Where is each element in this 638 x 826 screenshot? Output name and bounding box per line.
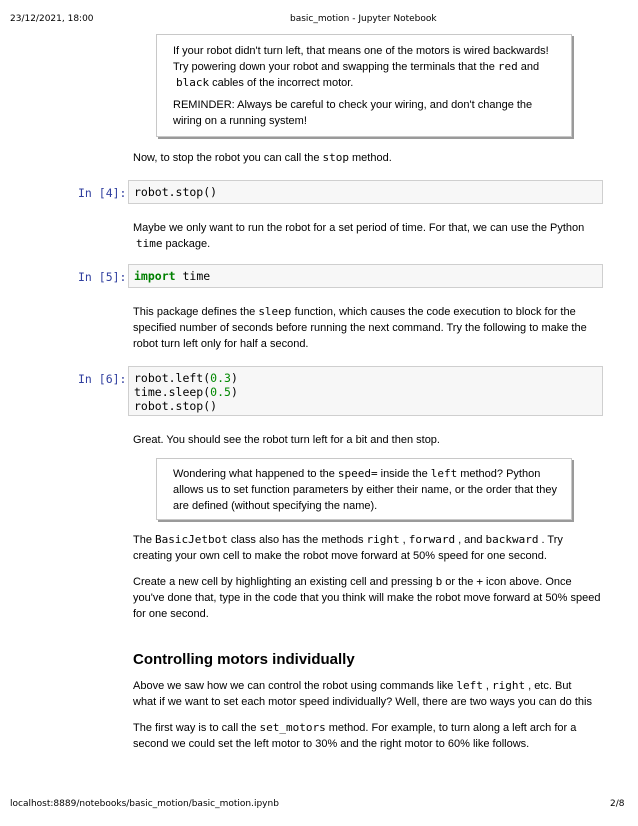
print-url: localhost:8889/notebooks/basic_motion/basic_motion.ipynb	[10, 799, 279, 809]
inline-code-black: black	[176, 76, 210, 89]
inline-code-right: right	[491, 679, 526, 692]
paragraph-sleep: This package defines the sleep function, which causes the code execution to block for the specified number of seconds before running the next command. Try the following to make the robot turn left only for half a second.	[133, 305, 587, 350]
cell-prompt-4: In [4]:	[78, 186, 127, 200]
code-cell-6[interactable]: robot.left(0.3) time.sleep(0.5) robot.stop()	[128, 366, 603, 416]
note-box-wiring	[156, 34, 572, 137]
inline-code-plus: +	[476, 575, 484, 588]
note-line: If your robot didn't turn left, that means one of the motors is wired backwards!	[173, 45, 549, 57]
paragraph-class-methods: The BasicJetbot class also has the methods right , forward , and backward . Try creating your own cell to make the robot move forward at 50% speed for one second.	[133, 533, 563, 562]
paragraph-stop: Now, to stop the robot you can call the stop method.	[133, 151, 392, 164]
inline-code-sleep: sleep	[258, 305, 292, 318]
cell-prompt-6: In [6]:	[78, 372, 127, 386]
inline-code-b: b	[435, 575, 443, 588]
code-cell-5[interactable]: import time	[128, 264, 603, 288]
paragraph-time: Maybe we only want to run the robot for a set period of time. For that, we can use the Python time package.	[133, 222, 585, 250]
print-datetime: 23/12/2021, 18:00	[10, 14, 94, 24]
inline-code-set-motors: set_motors	[259, 721, 326, 734]
reminder-line: REMINDER: Always be careful to check your wiring, and don't change the	[173, 99, 533, 111]
reminder-line: wiring on a running system!	[173, 115, 307, 127]
note-box-speed: Wondering what happened to the speed= inside the left method? Python allows us to set function parameters by either their name, or the order that they are defined (without specifying the name).	[156, 458, 572, 520]
inline-code-red: red	[497, 60, 518, 73]
note-line: black cables of the incorrect motor.	[173, 75, 571, 91]
paragraph-above: Above we saw how we can control the robot using commands like left , right , etc. But what if we want to set each motor speed individually? Well, there are two ways you can do this	[133, 679, 592, 708]
inline-code-speed: speed=	[337, 467, 378, 480]
note-line: Try powering down your robot and swapping the terminals that the red and	[173, 60, 540, 73]
section-heading: Controlling motors individually	[133, 651, 355, 668]
code-cell-4[interactable]: robot.stop()	[128, 180, 603, 204]
print-title: basic_motion - Jupyter Notebook	[290, 14, 437, 24]
page-number: 2/8	[610, 799, 625, 809]
inline-code-left: left	[456, 679, 483, 692]
inline-code-basicjetbot: BasicJetbot	[154, 533, 228, 546]
inline-code-stop: stop	[322, 151, 350, 164]
paragraph-great: Great. You should see the robot turn left for a bit and then stop.	[133, 434, 440, 446]
paragraph-create-cell: Create a new cell by highlighting an existing cell and pressing b or the + icon above. Once you've done that, type in the code that you think will make the robot move forward at 50% speed for one second.	[133, 575, 601, 620]
cell-prompt-5: In [5]:	[78, 270, 127, 284]
inline-code-forward: forward	[408, 533, 456, 546]
inline-code-left: left	[430, 467, 458, 480]
paragraph-set-motors: The first way is to call the set_motors method. For example, to turn along a left arch for a second we could set the left motor to 30% and the right motor to 60% like follows.	[133, 721, 577, 750]
inline-code-right: right	[366, 533, 400, 546]
inline-code-time: time	[136, 237, 163, 250]
inline-code-backward: backward	[485, 533, 539, 546]
